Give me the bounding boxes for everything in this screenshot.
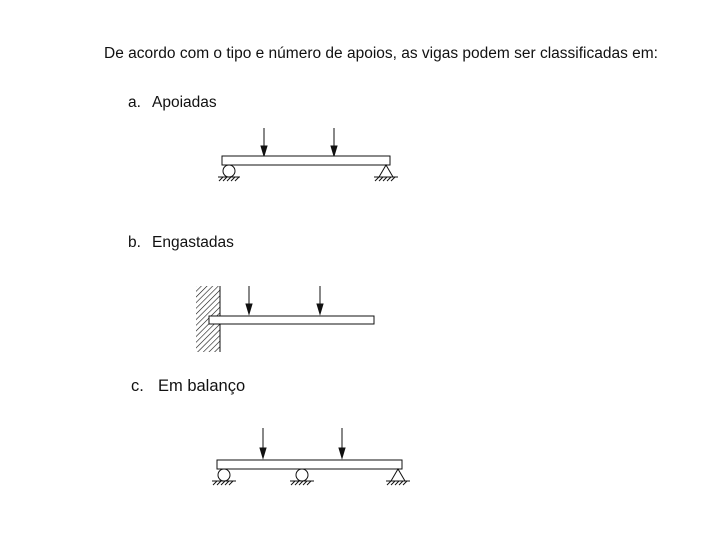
pin-support-icon — [374, 165, 398, 181]
load-arrow-icon — [339, 428, 345, 458]
load-arrow-icon — [260, 428, 266, 458]
roller-support-icon — [290, 469, 314, 485]
roller-support-icon — [218, 165, 240, 181]
item-b-label — [128, 234, 234, 252]
item-b-marker: b. — [128, 234, 141, 251]
roller-support-icon — [212, 469, 236, 485]
beam — [209, 316, 374, 324]
item-a-label — [128, 94, 217, 112]
item-b-text: Engastadas — [152, 234, 234, 251]
intro-paragraph: De acordo com o tipo e número de apoios, as vigas podem ser classificadas em: — [104, 45, 658, 62]
continuous-beam-figure — [200, 420, 430, 500]
load-arrow-icon — [261, 128, 267, 156]
item-c-text: Em balanço — [158, 377, 246, 395]
item-a-marker: a. — [128, 94, 141, 111]
beam — [217, 460, 402, 469]
load-arrow-icon — [246, 286, 252, 314]
item-a-text: Apoiadas — [152, 94, 217, 111]
fixed-beam-figure — [190, 280, 390, 360]
simply-supported-beam-figure — [200, 120, 420, 200]
item-c-marker: c. — [131, 377, 144, 395]
load-arrow-icon — [317, 286, 323, 314]
item-c-label — [131, 377, 245, 396]
load-arrow-icon — [331, 128, 337, 156]
pin-support-icon — [386, 469, 410, 485]
beam — [222, 156, 390, 165]
